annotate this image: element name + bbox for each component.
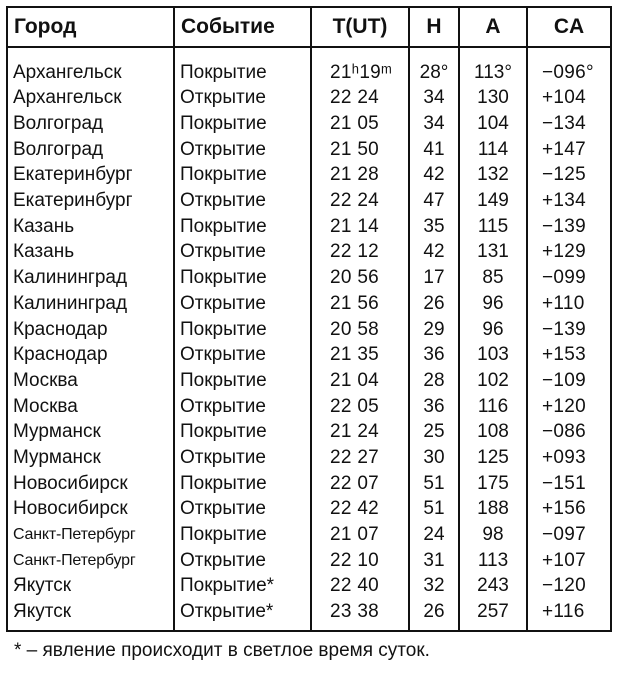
azimuth-cell: 102 <box>459 368 527 394</box>
azimuth-cell: 130 <box>459 85 527 111</box>
table-row <box>7 368 611 394</box>
header-ca: CA <box>527 7 611 47</box>
contact-angle-cell: −139 <box>542 215 586 237</box>
altitude-cell: 31 <box>409 547 459 573</box>
event-cell: Открытие <box>174 393 311 419</box>
city-cell: Калининград <box>7 265 174 291</box>
event-cell: Открытие <box>174 496 311 522</box>
contact-angle-cell: +147 <box>542 138 586 160</box>
event-cell: Покрытие <box>174 47 311 85</box>
table-row <box>7 342 611 368</box>
table-row <box>7 47 611 85</box>
occultation-table-container <box>6 6 610 632</box>
event-cell: Открытие <box>174 85 311 111</box>
contact-angle-cell: +116 <box>542 601 585 623</box>
altitude-cell: 26 <box>409 291 459 317</box>
time-cell: 21 35 <box>311 342 409 368</box>
time-cell: 20 56 <box>311 265 409 291</box>
azimuth-cell: 115 <box>459 213 527 239</box>
table-row <box>7 393 611 419</box>
event-cell: Покрытие* <box>174 573 311 599</box>
event-cell: Покрытие <box>174 419 311 445</box>
altitude-cell: 42 <box>409 162 459 188</box>
header-h: H <box>409 7 459 47</box>
azimuth-cell: 131 <box>459 239 527 265</box>
city-cell: Казань <box>7 213 174 239</box>
time-cell: 22 27 <box>311 445 409 471</box>
table-row <box>7 265 611 291</box>
contact-angle-cell: −151 <box>542 472 586 494</box>
event-cell: Открытие* <box>174 599 311 632</box>
city-cell: Санкт-Петербург <box>7 522 174 548</box>
altitude-cell: 24 <box>409 522 459 548</box>
event-cell: Покрытие <box>174 213 311 239</box>
table-row <box>7 470 611 496</box>
table-row <box>7 573 611 599</box>
city-cell: Мурманск <box>7 419 174 445</box>
table-body <box>7 47 611 631</box>
event-cell: Открытие <box>174 239 311 265</box>
azimuth-cell: 113 <box>459 547 527 573</box>
altitude-cell: 28° <box>409 47 459 85</box>
city-cell: Волгоград <box>7 111 174 137</box>
event-cell: Покрытие <box>174 265 311 291</box>
event-cell: Открытие <box>174 445 311 471</box>
azimuth-cell: 257 <box>459 599 527 632</box>
table-row <box>7 85 611 111</box>
city-cell: Якутск <box>7 599 174 632</box>
time-cell: 22 05 <box>311 393 409 419</box>
event-cell: Покрытие <box>174 162 311 188</box>
table-row <box>7 239 611 265</box>
time-cell: 21 05 <box>311 111 409 137</box>
header-city: Город <box>7 7 174 47</box>
city-cell: Москва <box>7 368 174 394</box>
table-row <box>7 111 611 137</box>
altitude-cell: 51 <box>409 496 459 522</box>
event-cell: Открытие <box>174 547 311 573</box>
table-row <box>7 599 611 632</box>
time-cell: 21 50 <box>311 136 409 162</box>
time-cell: 21 28 <box>311 162 409 188</box>
contact-angle-cell: +153 <box>542 344 586 366</box>
time-cell: 22 24 <box>311 188 409 214</box>
event-cell: Покрытие <box>174 368 311 394</box>
contact-angle-cell: +110 <box>542 292 585 314</box>
table-row <box>7 496 611 522</box>
altitude-cell: 28 <box>409 368 459 394</box>
azimuth-cell: 96 <box>459 291 527 317</box>
table-row <box>7 547 611 573</box>
city-cell: Архангельск <box>7 85 174 111</box>
contact-angle-cell: −125 <box>542 164 586 186</box>
contact-angle-cell: −134 <box>542 113 586 135</box>
time-cell: 22 07 <box>311 470 409 496</box>
header-row <box>7 7 611 47</box>
header-event: Событие <box>174 7 311 47</box>
contact-angle-cell: −096° <box>542 62 594 83</box>
header-time: T(UT) <box>311 7 409 47</box>
city-cell: Санкт-Петербург <box>7 547 174 573</box>
header-a: A <box>459 7 527 47</box>
altitude-cell: 25 <box>409 419 459 445</box>
azimuth-cell: 96 <box>459 316 527 342</box>
contact-angle-cell: −109 <box>542 369 586 391</box>
table-row <box>7 291 611 317</box>
altitude-cell: 30 <box>409 445 459 471</box>
time-cell: 23 38 <box>311 599 409 632</box>
contact-angle-cell: −097 <box>542 524 586 546</box>
time-cell: 22 10 <box>311 547 409 573</box>
altitude-cell: 17 <box>409 265 459 291</box>
city-cell: Архангельск <box>7 47 174 85</box>
azimuth-cell: 188 <box>459 496 527 522</box>
azimuth-cell: 98 <box>459 522 527 548</box>
azimuth-cell: 125 <box>459 445 527 471</box>
azimuth-cell: 104 <box>459 111 527 137</box>
city-cell: Екатеринбург <box>7 188 174 214</box>
table-row <box>7 136 611 162</box>
contact-angle-cell: +104 <box>542 87 586 109</box>
time-cell: 21 56 <box>311 291 409 317</box>
altitude-cell: 34 <box>409 85 459 111</box>
city-cell: Казань <box>7 239 174 265</box>
occultation-table <box>6 6 612 632</box>
event-cell: Покрытие <box>174 316 311 342</box>
time-cell: 21 24 <box>311 419 409 445</box>
table-row <box>7 316 611 342</box>
altitude-cell: 29 <box>409 316 459 342</box>
time-cell: 20 58 <box>311 316 409 342</box>
table-row <box>7 445 611 471</box>
city-cell: Калининград <box>7 291 174 317</box>
event-cell: Открытие <box>174 188 311 214</box>
azimuth-cell: 175 <box>459 470 527 496</box>
time-cell: 22 42 <box>311 496 409 522</box>
contact-angle-cell: +093 <box>542 446 586 468</box>
altitude-cell: 35 <box>409 213 459 239</box>
altitude-cell: 26 <box>409 599 459 632</box>
contact-angle-cell: −086 <box>542 421 586 443</box>
table-row <box>7 522 611 548</box>
table-row <box>7 419 611 445</box>
city-cell: Новосибирск <box>7 470 174 496</box>
altitude-cell: 51 <box>409 470 459 496</box>
table-row <box>7 162 611 188</box>
contact-angle-cell: −099 <box>542 267 586 289</box>
altitude-cell: 47 <box>409 188 459 214</box>
azimuth-cell: 116 <box>459 393 527 419</box>
footnote: * – явление происходит в светлое время суток. <box>14 640 430 661</box>
altitude-cell: 32 <box>409 573 459 599</box>
azimuth-cell: 149 <box>459 188 527 214</box>
city-cell: Новосибирск <box>7 496 174 522</box>
contact-angle-cell: +156 <box>542 498 586 520</box>
contact-angle-cell: −120 <box>542 575 586 597</box>
contact-angle-cell: +120 <box>542 395 586 417</box>
time-cell: 21ʰ19ᵐ <box>311 47 409 85</box>
city-cell: Мурманск <box>7 445 174 471</box>
azimuth-cell: 132 <box>459 162 527 188</box>
azimuth-cell: 114 <box>459 136 527 162</box>
table-row <box>7 188 611 214</box>
event-cell: Открытие <box>174 136 311 162</box>
time-cell: 21 04 <box>311 368 409 394</box>
city-cell: Москва <box>7 393 174 419</box>
table-row <box>7 213 611 239</box>
city-cell: Краснодар <box>7 342 174 368</box>
contact-angle-cell: +107 <box>542 549 586 571</box>
time-cell: 22 24 <box>311 85 409 111</box>
time-cell: 21 07 <box>311 522 409 548</box>
contact-angle-cell: +134 <box>542 190 586 212</box>
city-cell: Краснодар <box>7 316 174 342</box>
azimuth-cell: 113° <box>459 47 527 85</box>
event-cell: Покрытие <box>174 111 311 137</box>
city-cell: Волгоград <box>7 136 174 162</box>
table-header <box>7 7 611 47</box>
azimuth-cell: 103 <box>459 342 527 368</box>
contact-angle-cell: −139 <box>542 318 586 340</box>
altitude-cell: 34 <box>409 111 459 137</box>
altitude-cell: 41 <box>409 136 459 162</box>
azimuth-cell: 243 <box>459 573 527 599</box>
contact-angle-cell: +129 <box>542 241 586 263</box>
event-cell: Открытие <box>174 342 311 368</box>
time-cell: 22 12 <box>311 239 409 265</box>
altitude-cell: 36 <box>409 393 459 419</box>
event-cell: Открытие <box>174 291 311 317</box>
time-cell: 21 14 <box>311 213 409 239</box>
time-cell: 22 40 <box>311 573 409 599</box>
event-cell: Покрытие <box>174 522 311 548</box>
city-cell: Якутск <box>7 573 174 599</box>
azimuth-cell: 108 <box>459 419 527 445</box>
event-cell: Покрытие <box>174 470 311 496</box>
altitude-cell: 42 <box>409 239 459 265</box>
city-cell: Екатеринбург <box>7 162 174 188</box>
altitude-cell: 36 <box>409 342 459 368</box>
azimuth-cell: 85 <box>459 265 527 291</box>
